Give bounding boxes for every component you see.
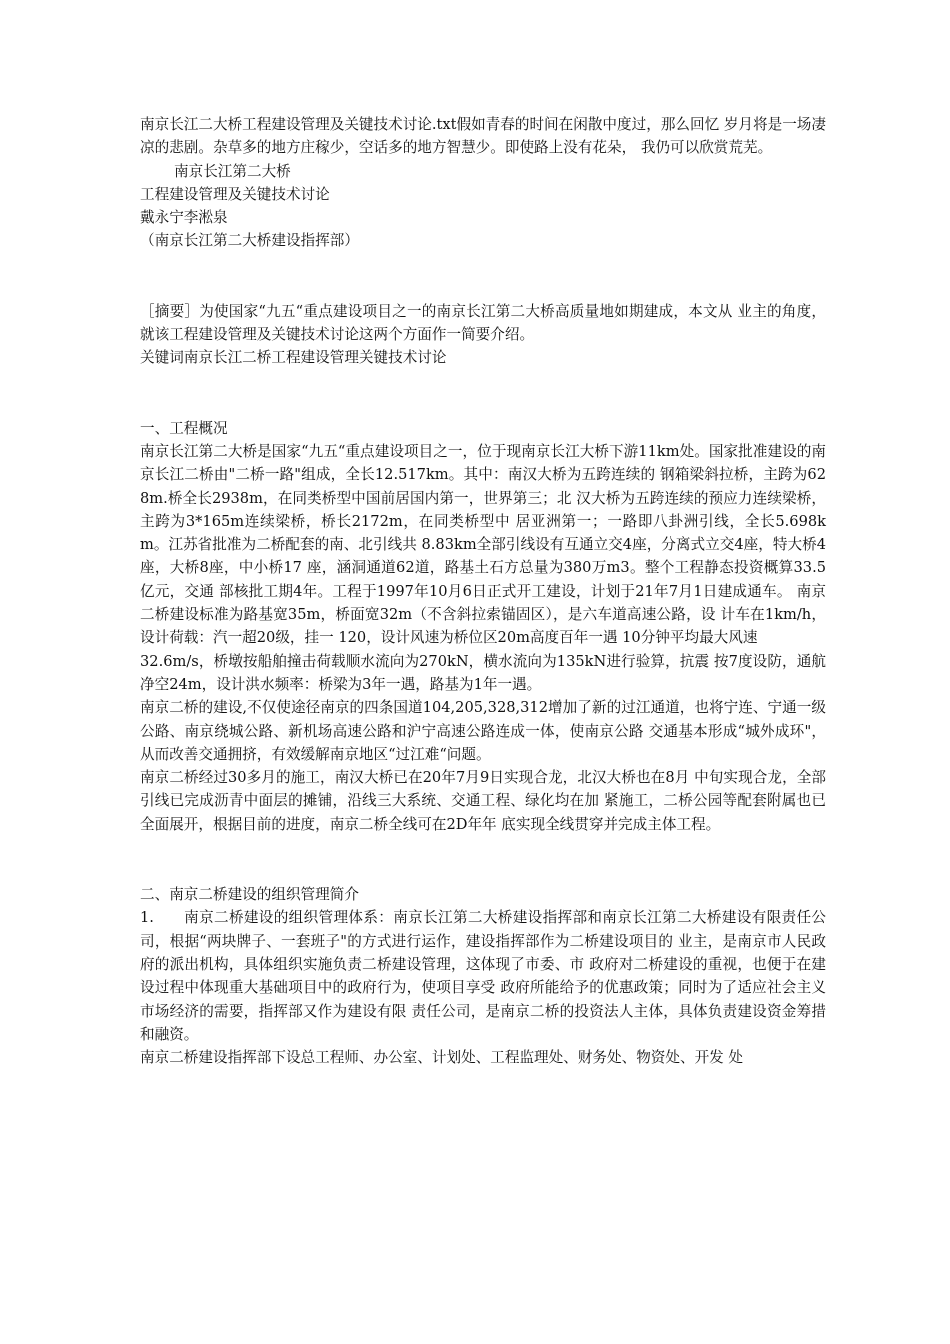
keywords: 关键词南京长江二桥工程建设管理关键技术讨论 (140, 349, 447, 367)
spacer (140, 370, 826, 417)
section-1-heading: 一、工程概况 (140, 419, 228, 437)
section-1-paragraph-3: 南京二桥的建设,不仅使途径南京的四条国道104,205,328,312增加了新的过江通道，也将宁连、宁通一级公路、南京绕城公路、新机场高速公路和沪宁高速公路连成一体，使南京公路 交通基本形成“城外成环"，从而改善交通拥挤，有效缓解南京地区“过江难“问题。 (140, 699, 826, 763)
section-2-heading: 二、南京二桥建设的组织管理简介 (140, 886, 359, 904)
section-1-paragraph-4: 南京二桥经过30多月的施工，南汉大桥已在20年7月9日实现合龙，北汉大桥也在8月 中旬实现合龙，全部引线已完成沥青中面层的摊铺，沿线三大系统、交通工程、绿化均在加 紧施工，二桥公园等配套附属也已全面展开，根据目前的进度，南京二桥全线可在2D年年 底实现全线贯穿并完成主体工程。 (140, 769, 826, 833)
title-line-2: 工程建设管理及关键技术讨论 (140, 185, 330, 203)
abstract: ［摘要］为使国家“九五“重点建设项目之一的南京长江第二大桥高质量地如期建成，本文从 业主的角度，就该工程建设管理及关键技术讨论这两个方面作一简要介绍。 (140, 302, 826, 344)
spacer (140, 253, 826, 300)
affiliation: （南京长江第二大桥建设指挥部） (140, 232, 359, 250)
title-line-1: 南京长江第二大桥 (174, 162, 291, 180)
document-page (140, 113, 826, 1069)
section-1-paragraph-2: 32.6m/s，桥墩按船舶撞击荷载顺水流向为270kN，横水流向为135kN进行验算，抗震 按7度设防，通航净空24m，设计洪水频率：桥梁为3年一遇，路基为1年一遇。 (140, 652, 826, 693)
section-1-paragraph-1: 南京长江第二大桥是国家“九五“重点建设项目之一，位于现南京长江大桥下游11km处。国家批准建设的南京长江二桥由"二桥一路"组成，全长12.517km。其中：南汉大桥为五跨连续的 钢箱梁斜拉桥，主跨为628m.桥全长2938m，在同类桥型中国前居国内第一，世界第三；北 汉大桥为五跨连续的预应力连续梁桥，主跨为3*165m连续梁桥，桥长2172m，在同类桥型中 居亚洲第一；一路即八卦洲引线，全长5.698km。江苏省批准为二桥配套的南、北引线共 8.83km全部引线设有互通立交4座，分离式立交4座，特大桥4座，大桥8座，中小桥17 座，涵洞通道62道，路基土石方总量为380万m3。整个工程静态投资概算33.5亿元，交通 部核批工期4年。工程于1997年10月6日正式开工建设，计划于21年7月1日建成通车。 南京二桥建设标准为路基宽35m，桥面宽32m（不含斜拉索锚固区），是六车道高速公路，设 计车在1km/h，设计荷载：汽一超20级，挂一 120，设计风速为桥位区20m高度百年一遇 10分钟平均最大风速 (140, 442, 826, 647)
intro-paragraph: 南京长江二大桥工程建设管理及关键技术讨论.txt假如青春的时间在闲散中度过，那么回忆 岁月将是一场凄凉的悲剧。杂草多的地方庄稼少，空话多的地方智慧少。即使路上没有花朵， 我仍可以欣赏荒芜。 (140, 116, 826, 157)
spacer (140, 836, 826, 883)
authors: 戴永宁李淞泉 (140, 209, 228, 227)
section-2-paragraph-2: 南京二桥建设指挥部下设总工程师、办公室、计划处、工程监理处、财务处、物资处、开发 处 (140, 1049, 743, 1067)
section-2-paragraph-1: 1. 南京二桥建设的组织管理体系：南京长江第二大桥建设指挥部和南京长江第二大桥建设有限责任公司，根据“两块牌子、一套班子"的方式进行运作，建设指挥部作为二桥建设项目的 业主，是南京市人民政府的派出机构，具体组织实施负责二桥建设管理，这体现了市委、市 政府对二桥建设的重视，也便于在建设过程中体现重大基础项目中的政府行为，使项目享受 政府所能给予的优惠政策；同时为了适应社会主义市场经济的需要，指挥部又作为建设有限 责任公司，是南京二桥的投资法人主体，具体负责建设资金筹措和融资。 (140, 909, 826, 1043)
